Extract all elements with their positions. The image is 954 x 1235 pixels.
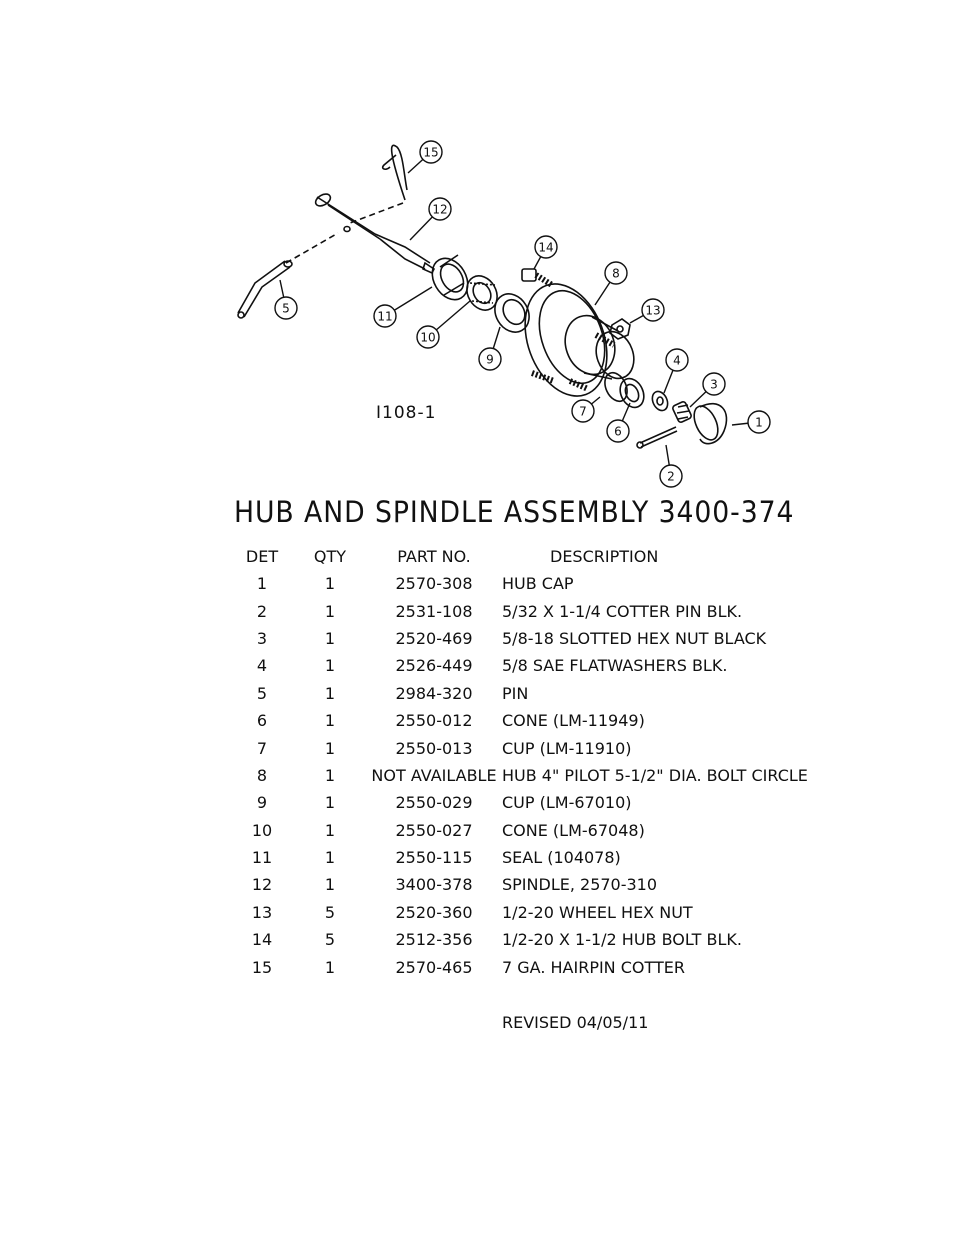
revised-date: REVISED 04/05/11 <box>502 1013 649 1032</box>
part-no-cell: 2520-469 <box>395 628 473 648</box>
cotter-pin-drawing <box>637 427 677 448</box>
part-no-cell: 2512-356 <box>395 930 473 950</box>
table-row <box>232 762 808 789</box>
description-cell: PIN <box>502 683 529 703</box>
qty-cell: 1 <box>324 601 336 621</box>
description-cell: SPINDLE, 2570-310 <box>502 875 658 895</box>
det-cell: 1 <box>256 574 268 594</box>
table-row <box>232 707 808 734</box>
det-cell: 13 <box>251 902 273 922</box>
qty-cell: 1 <box>324 628 336 648</box>
description-cell: 7 GA. HAIRPIN COTTER <box>502 957 685 977</box>
det-cell: 3 <box>256 628 268 648</box>
part-no-cell: 2550-012 <box>395 711 473 731</box>
det-cell: 7 <box>256 738 268 758</box>
table-row <box>232 871 808 898</box>
qty-cell: 1 <box>324 711 336 731</box>
table-row <box>232 789 808 816</box>
exploded-diagram <box>220 135 820 495</box>
det-cell: 9 <box>256 793 268 813</box>
part-no-cell: NOT AVAILABLE <box>371 765 497 785</box>
seal-drawing <box>425 252 475 306</box>
cup-drawing <box>488 288 536 339</box>
description-cell: 5/32 X 1-1/4 COTTER PIN BLK. <box>502 601 743 621</box>
header-part-no: PART NO. <box>397 546 471 566</box>
page-title: HUB AND SPINDLE ASSEMBLY 3400-374 <box>234 495 795 529</box>
table-row <box>232 625 808 652</box>
hub-bolt-drawing <box>522 269 552 285</box>
det-cell: 14 <box>251 930 273 950</box>
part-no-cell: 2550-027 <box>395 820 473 840</box>
table-header-row <box>232 542 808 570</box>
description-cell: CONE (LM-11949) <box>502 711 645 731</box>
qty-cell: 1 <box>324 820 336 840</box>
part-no-cell: 2570-465 <box>395 957 473 977</box>
header-det: DET <box>245 546 279 566</box>
table-row <box>232 597 808 624</box>
table-row <box>232 926 808 953</box>
part-no-cell: 3400-378 <box>395 875 473 895</box>
table-row <box>232 817 808 844</box>
det-cell: 12 <box>251 875 273 895</box>
header-qty: QTY <box>313 546 347 566</box>
description-cell: CUP (LM-11910) <box>502 738 632 758</box>
part-no-cell: 2526-449 <box>395 656 473 676</box>
description-cell: 1/2-20 X 1-1/2 HUB BOLT BLK. <box>502 930 742 950</box>
description-cell: 1/2-20 WHEEL HEX NUT <box>502 902 693 922</box>
callout-number: 14 <box>538 240 554 255</box>
description-cell: 5/8 SAE FLATWASHERS BLK. <box>502 656 728 676</box>
callout-number: 6 <box>614 424 622 439</box>
hairpin-cotter-drawing <box>383 145 407 200</box>
table-row <box>232 899 808 926</box>
callout-number: 5 <box>282 301 290 316</box>
callout-number: 7 <box>579 404 587 419</box>
qty-cell: 1 <box>324 957 336 977</box>
det-cell: 10 <box>251 820 273 840</box>
qty-cell: 1 <box>324 574 336 594</box>
part-no-cell: 2550-029 <box>395 793 473 813</box>
part-no-cell: 2550-013 <box>395 738 473 758</box>
det-cell: 6 <box>256 711 268 731</box>
washer-drawing <box>649 389 670 413</box>
qty-cell: 5 <box>324 930 336 950</box>
qty-cell: 1 <box>324 656 336 676</box>
description-cell: CUP (LM-67010) <box>502 793 632 813</box>
callout-number: 13 <box>645 303 661 318</box>
part-no-cell: 2984-320 <box>395 683 473 703</box>
table-row <box>232 680 808 707</box>
table-row <box>232 570 808 597</box>
callout-number: 4 <box>673 353 681 368</box>
callout-number: 9 <box>486 352 494 367</box>
det-cell: 2 <box>256 601 268 621</box>
cup-cone-drawing <box>601 369 649 411</box>
qty-cell: 1 <box>324 683 336 703</box>
part-no-cell: 2531-108 <box>395 601 473 621</box>
description-cell: SEAL (104078) <box>502 848 621 868</box>
part-no-cell: 2550-115 <box>395 848 473 868</box>
det-cell: 8 <box>256 765 268 785</box>
callout-number: 8 <box>612 266 620 281</box>
slotted-nut-drawing <box>672 401 692 423</box>
callout-number: 11 <box>377 309 393 324</box>
description-cell: HUB CAP <box>502 574 574 594</box>
callout-number: 1 <box>755 415 763 430</box>
qty-cell: 1 <box>324 738 336 758</box>
callout-number: 10 <box>420 330 436 345</box>
qty-cell: 1 <box>324 765 336 785</box>
table-row <box>232 953 808 980</box>
det-cell: 11 <box>251 848 273 868</box>
description-cell: HUB 4" PILOT 5-1/2" DIA. BOLT CIRCLE <box>502 765 808 785</box>
table-row <box>232 734 808 761</box>
description-cell: 5/8-18 SLOTTED HEX NUT BLACK <box>502 628 767 648</box>
spindle-drawing <box>314 192 434 273</box>
qty-cell: 1 <box>324 793 336 813</box>
header-description: DESCRIPTION <box>550 546 659 566</box>
callout-number: 3 <box>710 377 718 392</box>
det-cell: 4 <box>256 656 268 676</box>
part-no-cell: 2520-360 <box>395 902 473 922</box>
parts-table <box>232 542 808 981</box>
det-cell: 5 <box>256 683 268 703</box>
hub-cap-drawing <box>689 402 726 443</box>
callout-number: 12 <box>432 202 448 217</box>
table-row <box>232 652 808 679</box>
figure-label: I108-1 <box>376 403 437 423</box>
qty-cell: 1 <box>324 848 336 868</box>
callout-number: 15 <box>423 145 439 160</box>
callout-number: 2 <box>667 469 675 484</box>
table-row <box>232 844 808 871</box>
description-cell: CONE (LM-67048) <box>502 820 645 840</box>
part-no-cell: 2570-308 <box>395 574 473 594</box>
det-cell: 15 <box>251 957 273 977</box>
qty-cell: 5 <box>324 902 336 922</box>
qty-cell: 1 <box>324 875 336 895</box>
